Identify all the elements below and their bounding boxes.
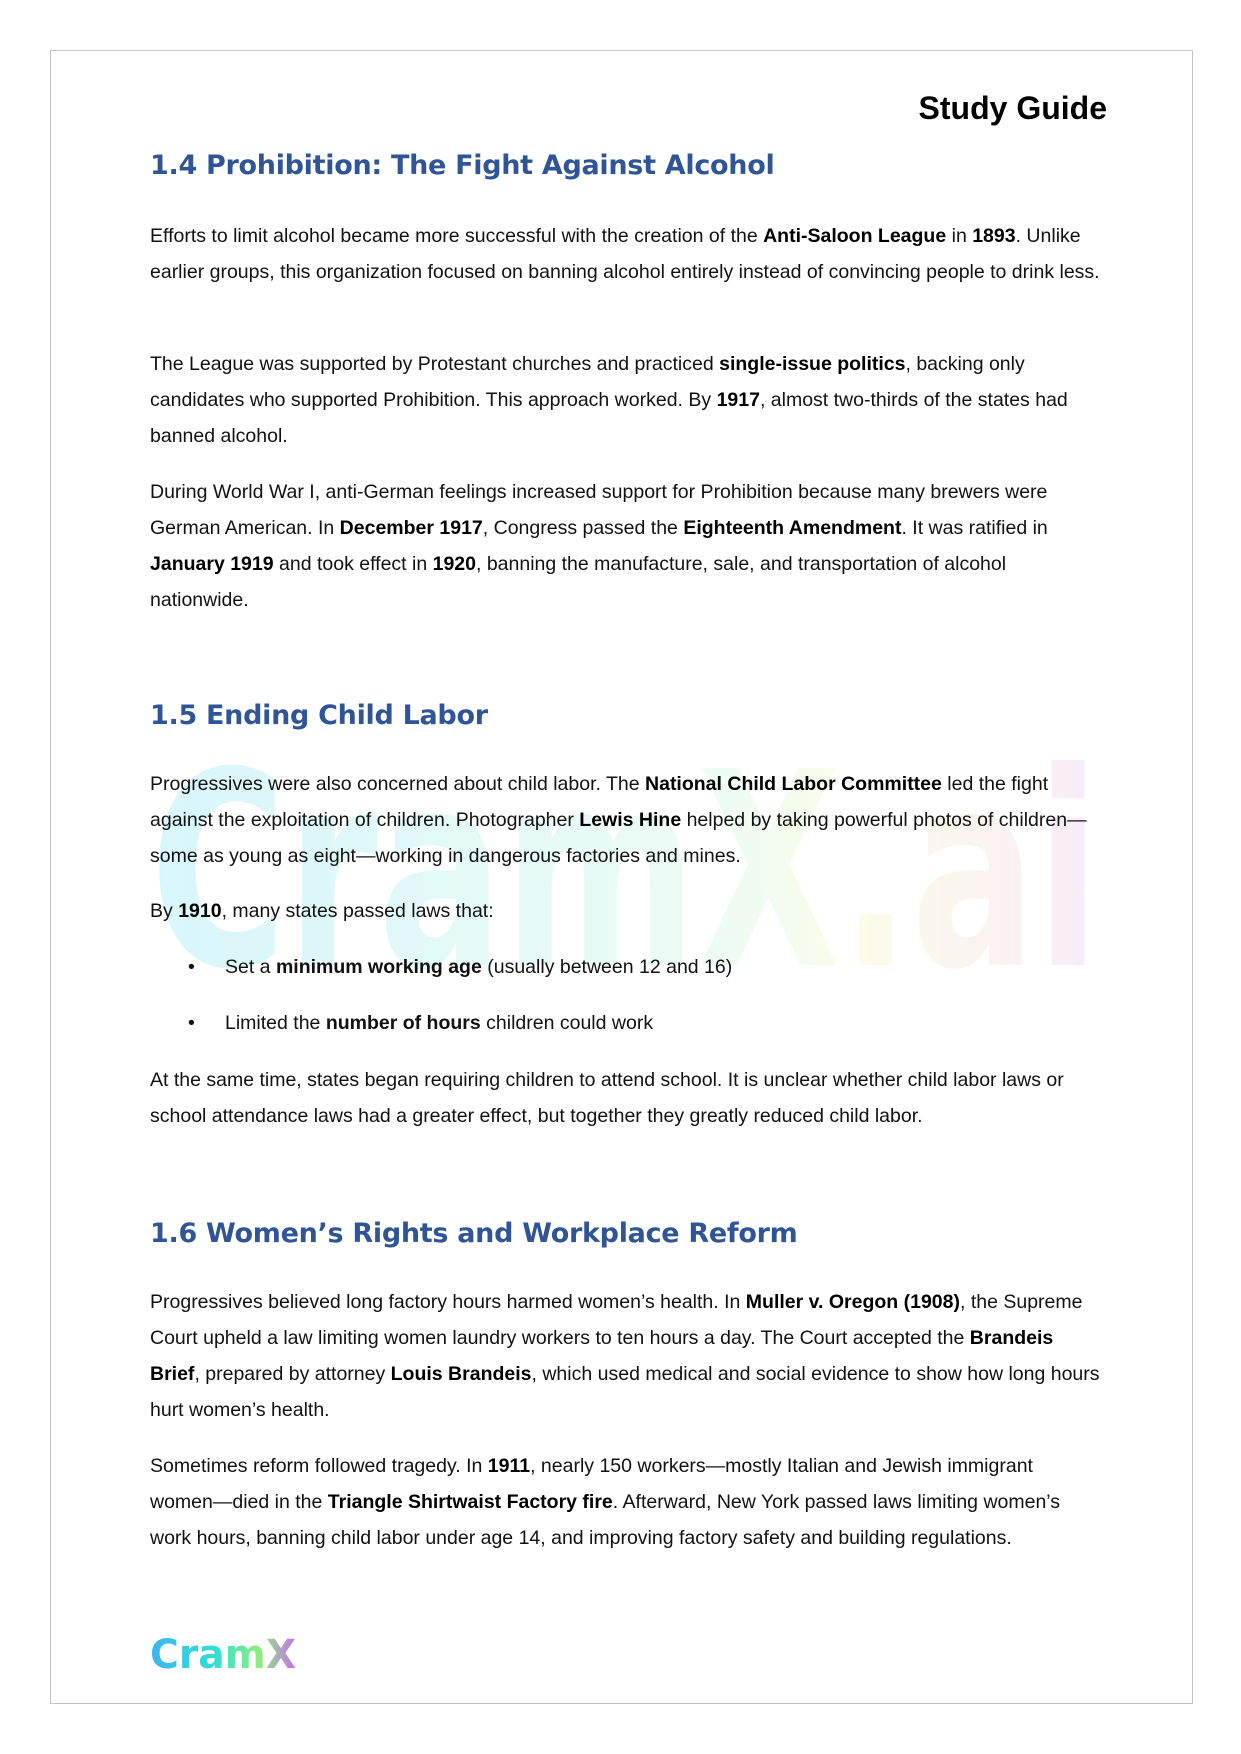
paragraph: Progressives believed long factory hours harmed women’s health. In Muller v. Oregon (1908), the Supreme Court upheld a law limiting women laundry workers to ten hours a day. The Court accepted the Brandeis Brief, prepared by attorney Louis Brandeis, which used medical and social evidence to show how long hours hurt women’s health.	[150, 1291, 1100, 1421]
paragraph: The League was supported by Protestant churches and practiced single-issue politics, backing only candidates who supported Prohibition. This approach worked. By 1917, almost two-thirds of the states had banned alcohol.	[150, 353, 1068, 447]
paragraph: During World War I, anti-German feelings increased support for Prohibition because many brewers were German American. In December 1917, Congress passed the Eighteenth Amendment. It was ratified in January 1919 and took effect in 1920, banning the manufacture, sale, and transportation of alcohol nationwide.	[150, 481, 1048, 611]
bullet-item: • Set a minimum working age (usually between 12 and 16)	[188, 949, 732, 985]
svg-text:CramX: CramX	[150, 1632, 297, 1678]
bullet-icon: •	[188, 1012, 195, 1034]
section-heading-womens-rights: 1.6 Women’s Rights and Workplace Reform	[150, 1218, 798, 1249]
paragraph: By 1910, many states passed laws that:	[150, 900, 494, 922]
svg-text:CramX.ai: CramX.ai	[150, 750, 1100, 980]
paragraph: Sometimes reform followed tragedy. In 1911, nearly 150 workers—mostly Italian and Jewish immigrant women—died in the Triangle Shirtwaist Factory fire. Afterward, New York passed laws limiting women’s work hours, banning child labor under age 14, and improving factory safety and building regulations.	[150, 1455, 1061, 1549]
paragraph: At the same time, states began requiring children to attend school. It is unclear whether child labor laws or school attendance laws had a greater effect, but together they greatly reduced child labor.	[150, 1069, 1064, 1127]
page-title: Study Guide	[918, 90, 1107, 126]
paragraph: Efforts to limit alcohol became more successful with the creation of the Anti-Saloon League in 1893. Unlike earlier groups, this organization focused on banning alcohol entirely instead of convincing people to drink less.	[150, 225, 1100, 283]
cramx-logo	[150, 1628, 300, 1678]
paragraph: Progressives were also concerned about child labor. The National Child Labor Committee led the fight against the exploitation of children. Photographer Lewis Hine helped by taking powerful photos of children—some as young as eight—working in dangerous factories and mines.	[150, 773, 1087, 867]
bullet-item: • Limited the number of hours children could work	[188, 1005, 653, 1041]
section-heading-child-labor: 1.5 Ending Child Labor	[150, 700, 488, 731]
section-heading-prohibition: 1.4 Prohibition: The Fight Against Alcohol	[150, 150, 775, 181]
bullet-icon: •	[188, 956, 195, 978]
